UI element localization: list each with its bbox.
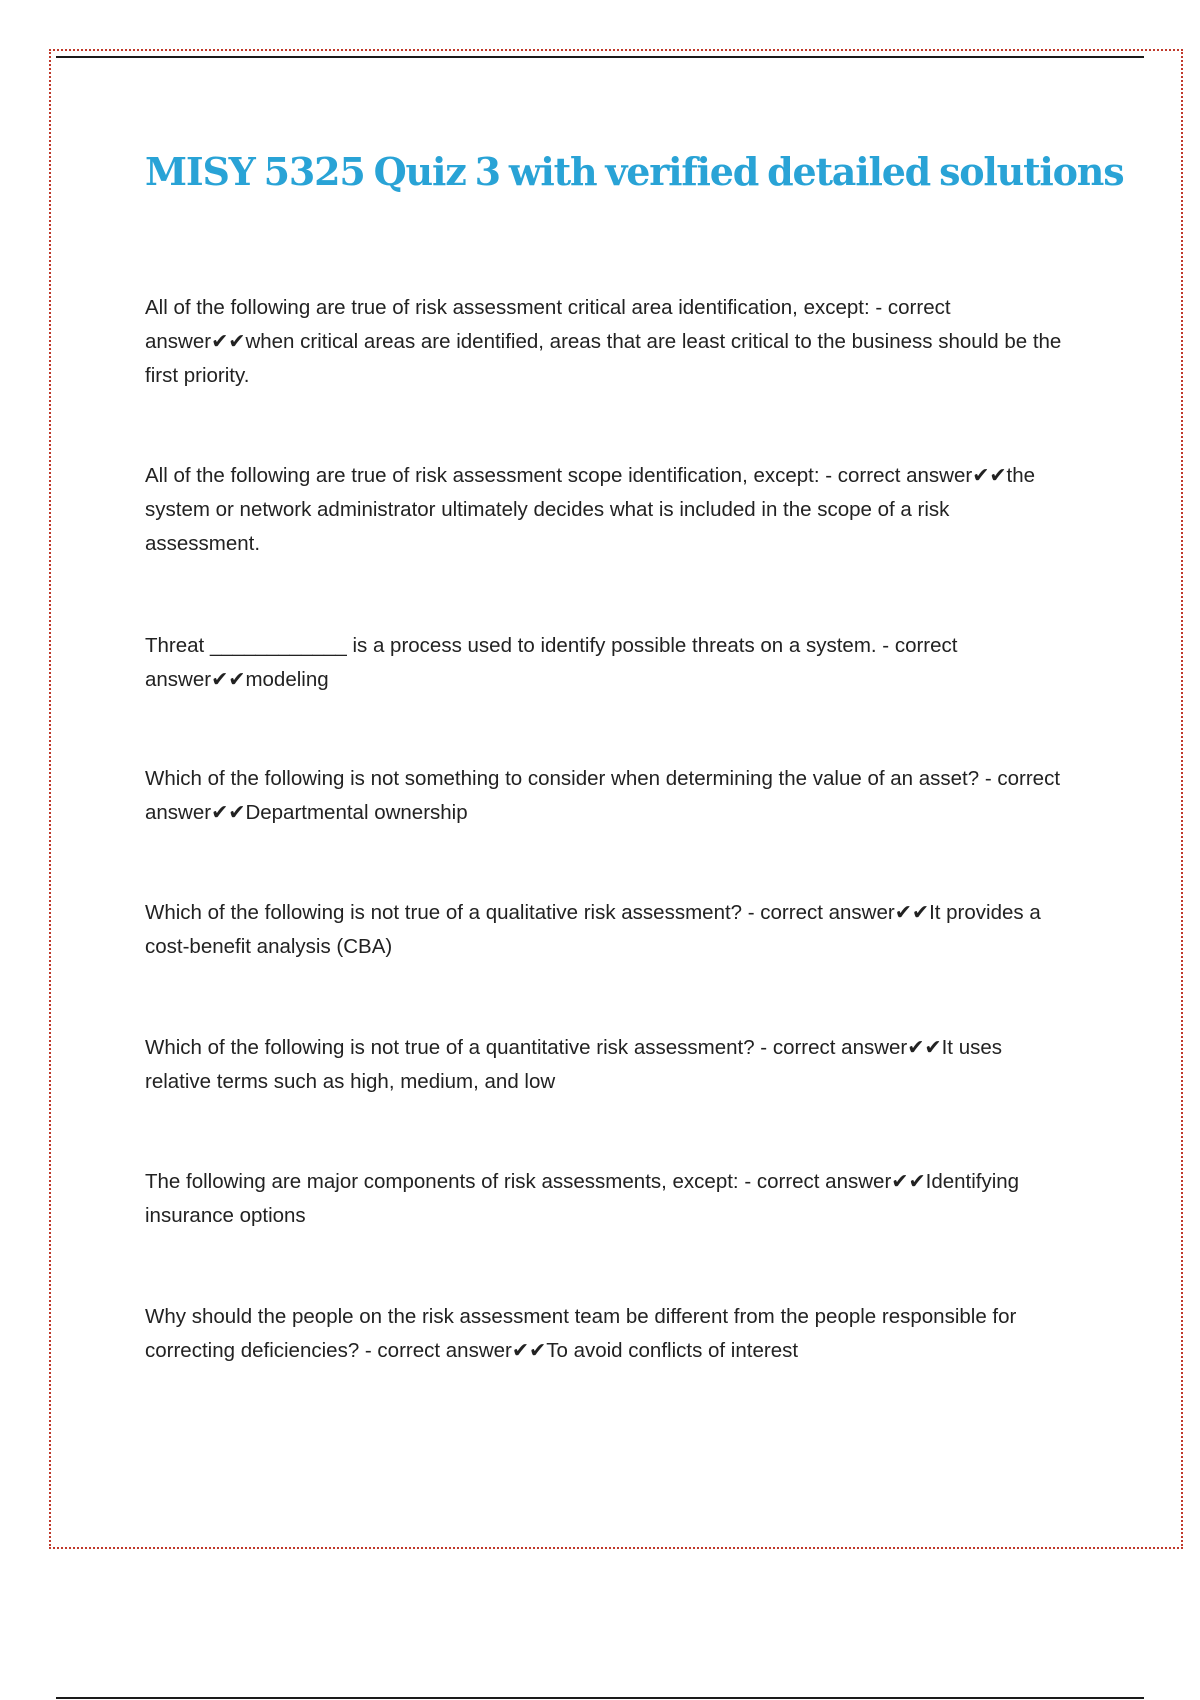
question-answer-8: Why should the people on the risk assessment team be different from the people responsible for correcting deficiencies? - correct answer✔✔To avoid conflicts of interest — [145, 1305, 1017, 1362]
question-answer-3: Threat ____________ is a process used to identify possible threats on a system. - correct answer✔✔modeling — [145, 634, 958, 691]
document-title: MISY 5325 Quiz 3 with verified detailed solutions — [145, 149, 1124, 194]
question-answer-7: The following are major components of risk assessments, except: - correct answer✔✔Identifying insurance options — [145, 1170, 1020, 1227]
question-answer-5: Which of the following is not true of a qualitative risk assessment? - correct answer✔✔It provides a cost-benefit analysis (CBA) — [145, 901, 1041, 958]
bottom-rule — [56, 1697, 1144, 1699]
top-rule — [56, 56, 1144, 58]
question-answer-6: Which of the following is not true of a quantitative risk assessment? - correct answer✔✔It uses relative terms such as high, medium, and low — [145, 1036, 1002, 1093]
question-answer-2: All of the following are true of risk assessment scope identification, except: - correct answer✔✔the system or network administrator ultimately decides what is included in the scope of a risk assessment. — [145, 464, 1036, 555]
question-answer-1: All of the following are true of risk assessment critical area identification, except: - correct answer✔✔when critical areas are identified, areas that are least critical to the business should be the first priority. — [145, 296, 1062, 387]
question-answer-4: Which of the following is not something to consider when determining the value of an asset? - correct answer✔✔Departmental ownership — [145, 767, 1061, 824]
